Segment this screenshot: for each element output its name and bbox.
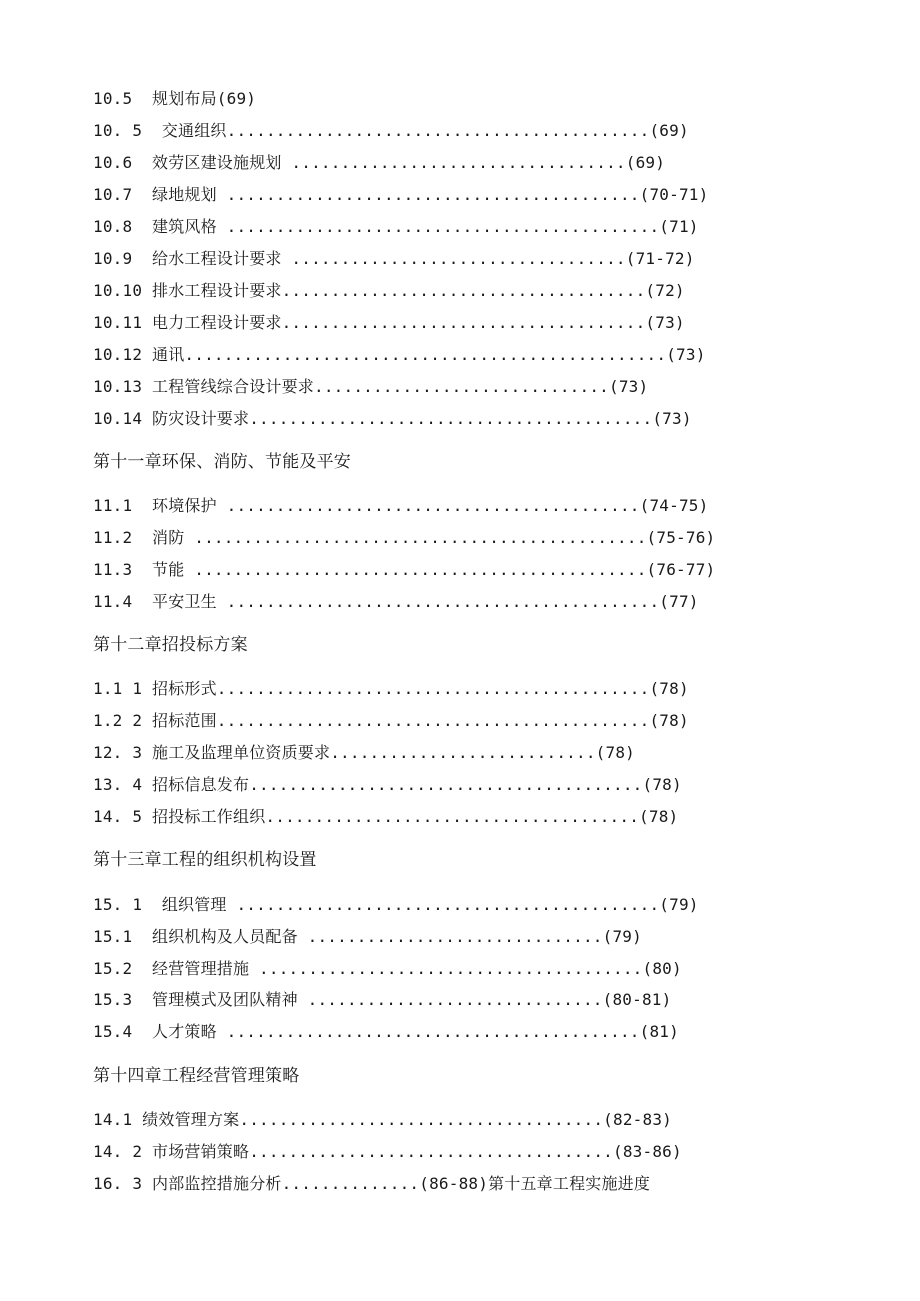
toc-entry: 15. 1 组织管理 ...........................................(79) bbox=[93, 895, 699, 914]
toc-entry: 1.1 1 招标形式............................................(78) bbox=[93, 679, 689, 698]
toc-entry: 10.11 电力工程设计要求.....................................(73) bbox=[93, 313, 685, 332]
toc-entry: 10.13 工程管线综合设计要求..............................(73) bbox=[93, 377, 649, 396]
chapter-heading: 第十三章工程的组织机构设置 bbox=[93, 850, 317, 870]
toc-entry: 11.3 节能 ..............................................(76-77) bbox=[93, 560, 716, 579]
toc-entry: 11.2 消防 ..............................................(75-76) bbox=[93, 528, 716, 547]
chapter-heading: 第十一章环保、消防、节能及平安 bbox=[93, 452, 351, 472]
toc-entry: 14. 2 市场营销策略.....................................(83-86) bbox=[93, 1142, 682, 1161]
toc-entry: 10.7 绿地规划 ..........................................(70-71) bbox=[93, 185, 709, 204]
chapter-heading: 第十二章招投标方案 bbox=[93, 635, 248, 655]
toc-entry: 10.6 效劳区建设施规划 ..................................(69) bbox=[93, 153, 666, 172]
toc-entry: 15.1 组织机构及人员配备 ..............................(79) bbox=[93, 927, 642, 946]
toc-entry: 10.5 规划布局(69) bbox=[93, 89, 257, 108]
toc-entry: 10.8 建筑风格 ............................................(71) bbox=[93, 217, 699, 236]
toc-entry: 15.4 人才策略 ..........................................(81) bbox=[93, 1022, 679, 1041]
toc-entry: 14.1 绩效管理方案.....................................(82-83) bbox=[93, 1110, 673, 1129]
toc-entry: 12. 3 施工及监理单位资质要求...........................(78) bbox=[93, 743, 636, 762]
toc-entry: 10.14 防灾设计要求.........................................(73) bbox=[93, 409, 692, 428]
toc-entry: 16. 3 内部监控措施分析..............(86-88)第十五章工程实施进度 bbox=[93, 1174, 651, 1193]
toc-entry: 15.3 管理模式及团队精神 ..............................(80-81) bbox=[93, 990, 672, 1009]
toc-entry: 10.10 排水工程设计要求.....................................(72) bbox=[93, 281, 685, 300]
toc-entry: 10. 5 交通组织...........................................(69) bbox=[93, 121, 689, 140]
toc-entry: 13. 4 招标信息发布........................................(78) bbox=[93, 775, 682, 794]
toc-entry: 1.2 2 招标范围............................................(78) bbox=[93, 711, 689, 730]
toc-entry: 15.2 经营管理措施 .......................................(80) bbox=[93, 959, 682, 978]
toc-entry: 11.4 平安卫生 ............................................(77) bbox=[93, 592, 699, 611]
chapter-heading: 第十四章工程经营管理策略 bbox=[93, 1066, 300, 1086]
toc-entry: 10.9 给水工程设计要求 ..................................(71-72) bbox=[93, 249, 695, 268]
toc-entry: 14. 5 招投标工作组织......................................(78) bbox=[93, 807, 679, 826]
toc-entry: 11.1 环境保护 ..........................................(74-75) bbox=[93, 496, 709, 515]
toc-entry: 10.12 通讯.................................................(73) bbox=[93, 345, 706, 364]
